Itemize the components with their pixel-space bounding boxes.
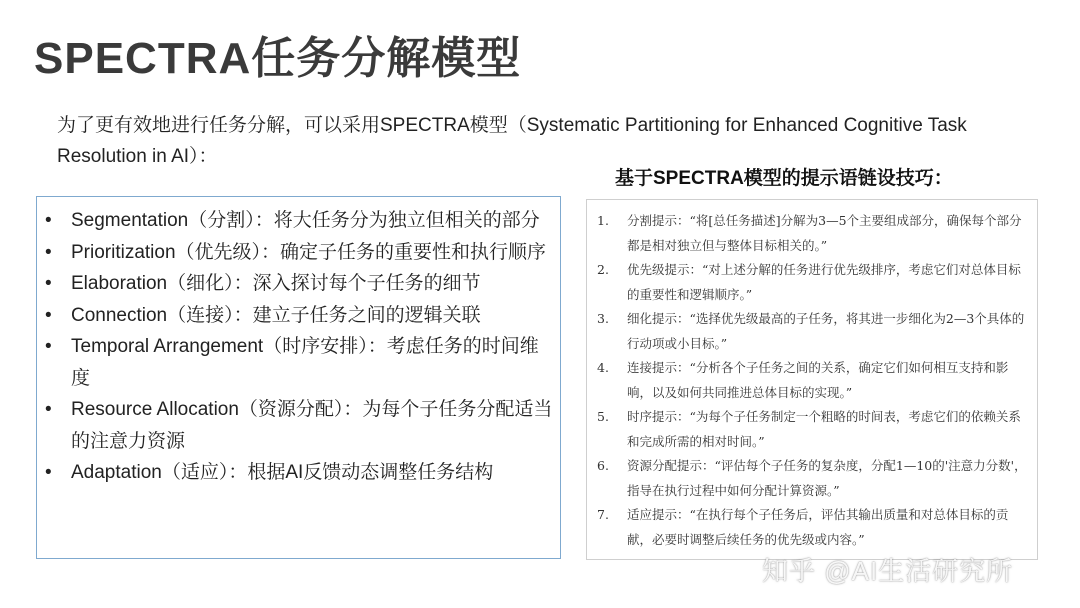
prompt-tips-list: [587, 200, 1037, 552]
list-item: [587, 405, 1037, 454]
list-item: [37, 300, 560, 332]
list-item: [37, 394, 560, 457]
list-item-text: 优先级提示：“对上述分解的任务进行优先级排序，考虑它们对总体目标的重要性和逻辑顺序。”: [627, 262, 1021, 302]
list-item-text: Adaptation（适应）：根据AI反馈动态调整任务结构: [71, 462, 494, 483]
bullet-icon: •: [45, 399, 52, 420]
list-item-text: Prioritization（优先级）：确定子任务的重要性和执行顺序: [71, 241, 547, 263]
item-number: 3.: [597, 311, 609, 326]
list-item: [587, 503, 1037, 552]
list-item: [37, 205, 560, 237]
item-number: 7.: [597, 507, 609, 522]
list-item-text: 连接提示：“分析各个子任务之间的关系，确定它们如何相互支持和影响，以及如何共同推进总体目标的实现。”: [627, 360, 1009, 400]
bullet-icon: •: [45, 462, 52, 483]
list-item-text: 适应提示：“在执行每个子任务后，评估其输出质量和对总体目标的贡献，必要时调整后续任务的优先级或内容。”: [627, 507, 1009, 547]
list-item-text: Elaboration（细化）：深入探讨每个子任务的细节: [71, 273, 481, 294]
list-item-text: 分割提示：“将[总任务描述]分解为3—5个主要组成部分，确保每个部分都是相对独立但与整体目标相关的。”: [627, 213, 1022, 253]
list-item-text: Temporal Arrangement（时序安排）：考虑任务的时间维度: [71, 336, 539, 389]
bullet-icon: •: [45, 241, 52, 263]
spectra-components-panel: [36, 196, 561, 559]
list-item: [587, 209, 1037, 258]
list-item-text: Connection（连接）：建立子任务之间的逻辑关联: [71, 304, 481, 326]
item-number: 5.: [597, 409, 609, 424]
list-item-text: 资源分配提示：“评估每个子任务的复杂度，分配1—10的'注意力分数'，指导在执行过程中如何分配计算资源。”: [627, 458, 1027, 498]
list-item-text: Segmentation（分割）：将大任务分为独立但相关的部分: [71, 210, 540, 231]
list-item: [37, 268, 560, 300]
list-item: [587, 454, 1037, 503]
spectra-components-list: [37, 197, 560, 489]
page-title: SPECTRA任务分解模型: [34, 34, 522, 83]
list-item-text: 时序提示：“为每个子任务制定一个粗略的时间表，考虑它们的依赖关系和完成所需的相对时间。”: [627, 409, 1021, 449]
prompt-tips-panel: [586, 199, 1038, 560]
item-number: 6.: [597, 458, 609, 473]
prompt-tips-heading: 基于SPECTRA模型的提示语链设技巧：: [615, 168, 953, 189]
bullet-icon: •: [45, 273, 52, 294]
intro-paragraph: 为了更有效地进行任务分解，可以采用SPECTRA模型（Systematic Partitioning for Enhanced Cognitive Task Resolution in AI）：: [57, 115, 967, 167]
list-item: [37, 331, 560, 394]
item-number: 2.: [597, 262, 609, 277]
list-item: [37, 237, 560, 269]
bullet-icon: •: [45, 336, 52, 357]
list-item: [587, 356, 1037, 405]
list-item-text: 细化提示：“选择优先级最高的子任务，将其进一步细化为2—3个具体的行动项或小目标。”: [627, 311, 1025, 351]
list-item: [587, 258, 1037, 307]
item-number: 4.: [597, 360, 609, 375]
bullet-icon: •: [45, 304, 52, 326]
item-number: 1.: [597, 213, 609, 228]
bullet-icon: •: [45, 210, 52, 231]
list-item: [37, 457, 560, 489]
watermark: 知乎 @AI生活研究所: [762, 556, 1014, 586]
list-item: [587, 307, 1037, 356]
list-item-text: Resource Allocation（资源分配）：为每个子任务分配适当的注意力资源: [71, 399, 553, 452]
